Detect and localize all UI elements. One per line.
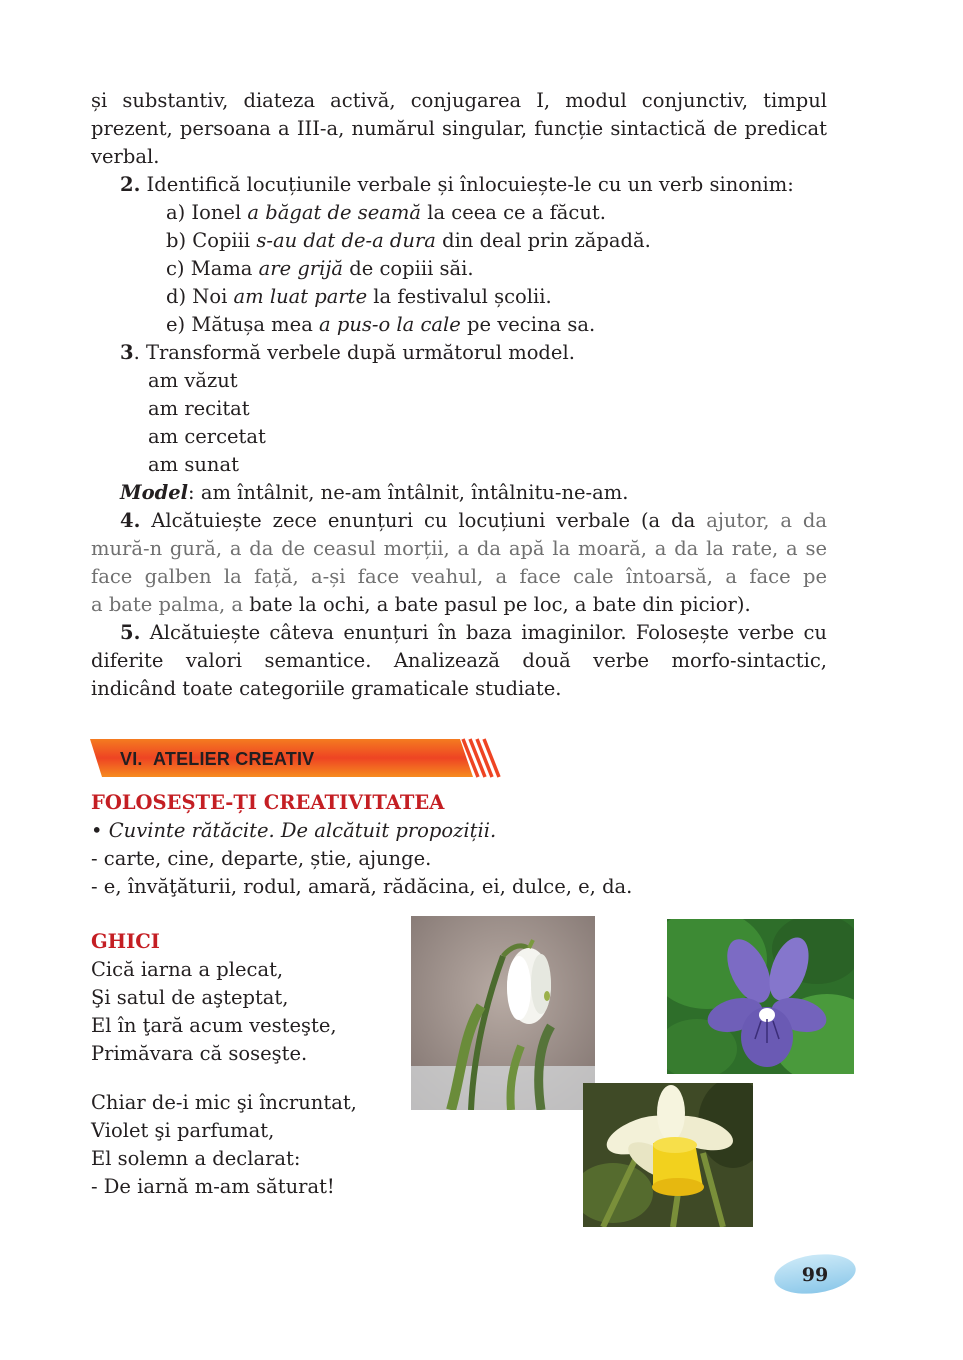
exercise-3-number: 3 [120, 341, 134, 364]
exercise-4-line4: a bate palma, a bate la ochi, a bate pasul pe loc, a bate din picior). [91, 593, 751, 616]
exercise-5-line3: indicând toate categoriile gramaticale studiate. [91, 677, 562, 700]
exercise-3-verb: am sunat [148, 453, 239, 476]
exercise-2-item-a: a) Ionel a băgat de seamă la ceea ce a făcut. [166, 201, 606, 224]
exercise-4-line2: mură-n gură, a da de ceasul morții, a da apă la moară, a da la rate, a se [91, 537, 827, 560]
exercise-4-number: 4. [120, 509, 141, 532]
riddle-line: El solemn a declarat: [91, 1147, 301, 1170]
creativity-prompt: • Cuvinte rătăcite. De alcătuit propoziții. [91, 819, 497, 842]
snowdrop-photo [411, 916, 595, 1110]
exercise-2-item-b: b) Copiii s-au dat de-a dura din deal prin zăpadă. [166, 229, 651, 252]
riddle-line: Şi satul de aşteptat, [91, 986, 289, 1009]
riddle-line: Chiar de-i mic şi încruntat, [91, 1091, 357, 1114]
riddle-heading: GHICI [91, 930, 160, 953]
exercise-3-verb: am văzut [148, 369, 238, 392]
model-label: Model [120, 481, 189, 504]
exercise-2-item-c: c) Mama are grijă de copiii săi. [166, 257, 474, 280]
violet-photo [667, 919, 854, 1074]
exercise-4-line1: 4. Alcătuiește zece enunțuri cu locuțiuni verbale (a da ajutor, a da [120, 509, 827, 532]
paragraph1-line2: prezent, persoana a III-a, numărul singular, funcție sintactică de predicat [91, 117, 827, 140]
daffodil-photo [583, 1083, 753, 1227]
riddle-line: - De iarnă m-am săturat! [91, 1175, 335, 1198]
word-row: - e, învăţăturii, rodul, amară, rădăcina, ei, dulce, e, da. [91, 875, 633, 898]
exercise-2-item-e: e) Mătușa mea a pus-o la cale pe vecina sa. [166, 313, 596, 336]
exercise-4-line3: face galben la față, a-și face veahul, a face cale întoarsă, a face pe [91, 565, 827, 588]
exercise-5-number: 5. [120, 621, 141, 644]
riddle-line: Cică iarna a plecat, [91, 958, 284, 981]
exercise-2-item-d: d) Noi am luat parte la festivalul școlii. [166, 285, 552, 308]
bullet: • [91, 819, 103, 842]
exercise-3-verb: am cercetat [148, 425, 266, 448]
page-number: 99 [801, 1264, 829, 1286]
exercise-2-number: 2. [120, 173, 141, 196]
creativity-heading: FOLOSEȘTE-ȚI CREATIVITATEA [91, 791, 445, 814]
paragraph1-line3: verbal. [91, 145, 160, 168]
section-number: VI. [120, 749, 143, 769]
word-row: - carte, cine, departe, știe, ajunge. [91, 847, 432, 870]
section-title: VI. ATELIER CREATIV [120, 749, 315, 769]
exercise-2-prompt: 2. Identifică locuțiunile verbale și înlocuiește-le cu un verb sinonim: [120, 173, 794, 196]
riddle-line: El în ţară acum vesteşte, [91, 1014, 337, 1037]
exercise-3-prompt: 3. Transformă verbele după următorul model. [120, 341, 575, 364]
exercise-3-model: Model: am întâlnit, ne-am întâlnit, întâlnitu-ne-am. [120, 481, 629, 504]
riddle-line: Primăvara că soseşte. [91, 1042, 308, 1065]
exercise-3-verb: am recitat [148, 397, 250, 420]
exercise-5-line2: diferite valori semantice. Analizează două verbe morfo-sintactic, [91, 649, 827, 672]
riddle-line: Violet şi parfumat, [91, 1119, 275, 1142]
exercise-5-line1: 5. Alcătuiește câteva enunțuri în baza imaginilor. Folosește verbe cu [120, 621, 827, 644]
paragraph1-line1: și substantiv, diateza activă, conjugarea I, modul conjunctiv, timpul [91, 89, 827, 112]
